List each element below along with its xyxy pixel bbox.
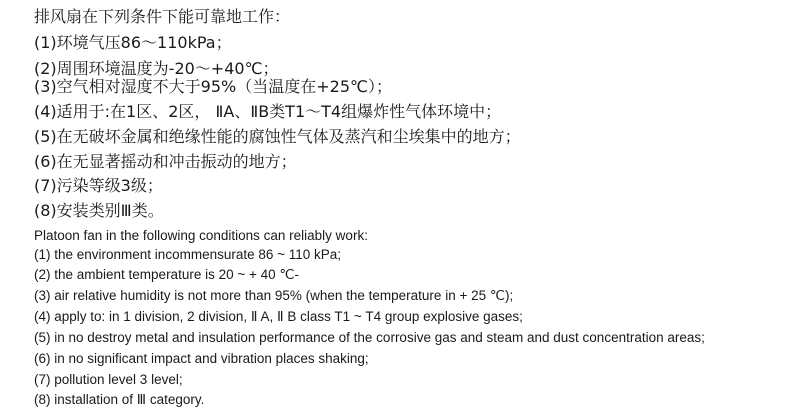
en-item-6: (6) in no significant impact and vibration places shaking;: [34, 351, 369, 366]
en-item-2: (2) the ambient temperature is 20 ~ + 40 ℃-: [34, 267, 300, 282]
en-item-7: (7) pollution level 3 level;: [34, 372, 183, 387]
en-item-4: (4) apply to: in 1 division, 2 division, Ⅱ A, Ⅱ B class T1 ~ T4 group explosive gases;: [34, 309, 523, 324]
en-item-5: (5) in no destroy metal and insulation performance of the corrosive gas and steam and dust concentration areas;: [34, 330, 705, 345]
en-item-8: (8) installation of Ⅲ category.: [34, 392, 205, 407]
zh-item-3: (3)空气相对湿度不大于95%（当温度在+25℃）；: [34, 77, 392, 96]
en-heading: Platoon fan in the following conditions can reliably work:: [34, 228, 368, 243]
zh-item-5: (5)在无破坏金属和绝缘性能的腐蚀性气体及蒸汽和尘埃集中的地方；: [34, 127, 521, 146]
en-item-1: (1) the environment incommensurate 86 ~ 110 kPa;: [34, 247, 342, 262]
zh-item-1: (1)环境气压86～110kPa；: [34, 33, 232, 52]
zh-item-7: (7)污染等级3级；: [34, 176, 163, 195]
zh-item-6: (6)在无显著摇动和冲击振动的地方；: [34, 152, 297, 171]
zh-item-4: (4)适用于:在1区、2区， ⅡA、ⅡB类T1～T4组爆炸性气体环境中；: [34, 102, 502, 121]
en-item-3: (3) air relative humidity is not more than 95% (when the temperature in + 25 ℃);: [34, 288, 514, 303]
zh-item-2: (2)周围环境温度为-20～+40℃；: [34, 59, 279, 78]
zh-heading: 排风扇在下列条件下能可靠地工作：: [34, 7, 291, 26]
zh-item-8: (8)安装类别Ⅲ类。: [34, 201, 164, 220]
